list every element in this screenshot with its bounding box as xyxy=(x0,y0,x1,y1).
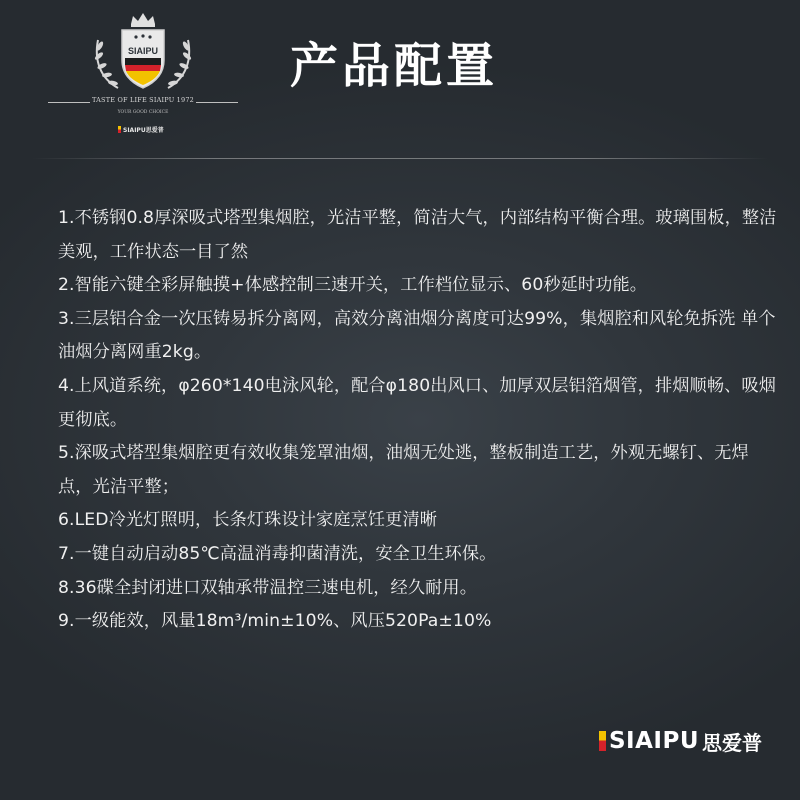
spec-item: 6.LED冷光灯照明，长条灯珠设计家庭烹饪更清晰 xyxy=(58,510,438,531)
brand-flag-icon xyxy=(599,731,606,751)
brand-name: SIAIPU xyxy=(608,728,699,754)
emblem-tagline: TASTE OF LIFE SIAIPU 1972 xyxy=(91,96,194,104)
shield-text: SIAIPU xyxy=(127,46,159,56)
title-divider xyxy=(32,158,768,159)
spec-list xyxy=(58,202,782,639)
footer-brand-logo xyxy=(599,727,762,755)
emblem-brand-mark xyxy=(118,124,164,134)
page-title: 产品配置 xyxy=(290,38,499,94)
spec-item: 7.一键自动启动85℃高温消毒抑菌清洗，安全卫生环保。 xyxy=(58,543,497,564)
spec-item: 8.36碟全封闭进口双轴承带温控三速电机，经久耐用。 xyxy=(58,577,477,598)
spec-item: 1.不锈钢0.8厚深吸式塔型集烟腔，光洁平整，简洁大气，内部结构平衡合理。玻璃围板，整洁美观，工作状态一目了然 xyxy=(58,208,777,262)
spec-item: 9.一级能效，风量18m³/min±10%、风压520Pa±10% xyxy=(58,611,492,632)
spec-item: 5.深吸式塔型集烟腔更有效收集笼罩油烟，油烟无处逃，整板制造工艺，外观无螺钉、无焊点，光洁平整； xyxy=(58,443,749,497)
emblem-mark-text: SIAIPU思爱普 xyxy=(123,126,164,134)
brand-flag-icon xyxy=(118,126,121,133)
spec-item: 4.上风道系统，φ260*140电泳风轮，配合φ180出风口、加厚双层铝箔烟管，排烟顺畅、吸烟更彻底。 xyxy=(58,375,776,430)
emblem-subline: YOUR GOOD CHOICE xyxy=(117,110,169,115)
brand-name-cn: 思爱普 xyxy=(702,730,762,755)
spec-item: 3.三层铝合金一次压铸易拆分离网，高效分离油烟分离度可达99%，集烟腔和风轮免拆洗 单个油烟分离网重2kg。 xyxy=(58,308,776,363)
spec-item: 2.智能六键全彩屏触摸+体感控制三速开关，工作档位显示、60秒延时功能。 xyxy=(58,275,648,296)
crown-shield-laurel-icon xyxy=(48,10,238,100)
brand-emblem xyxy=(48,10,238,135)
